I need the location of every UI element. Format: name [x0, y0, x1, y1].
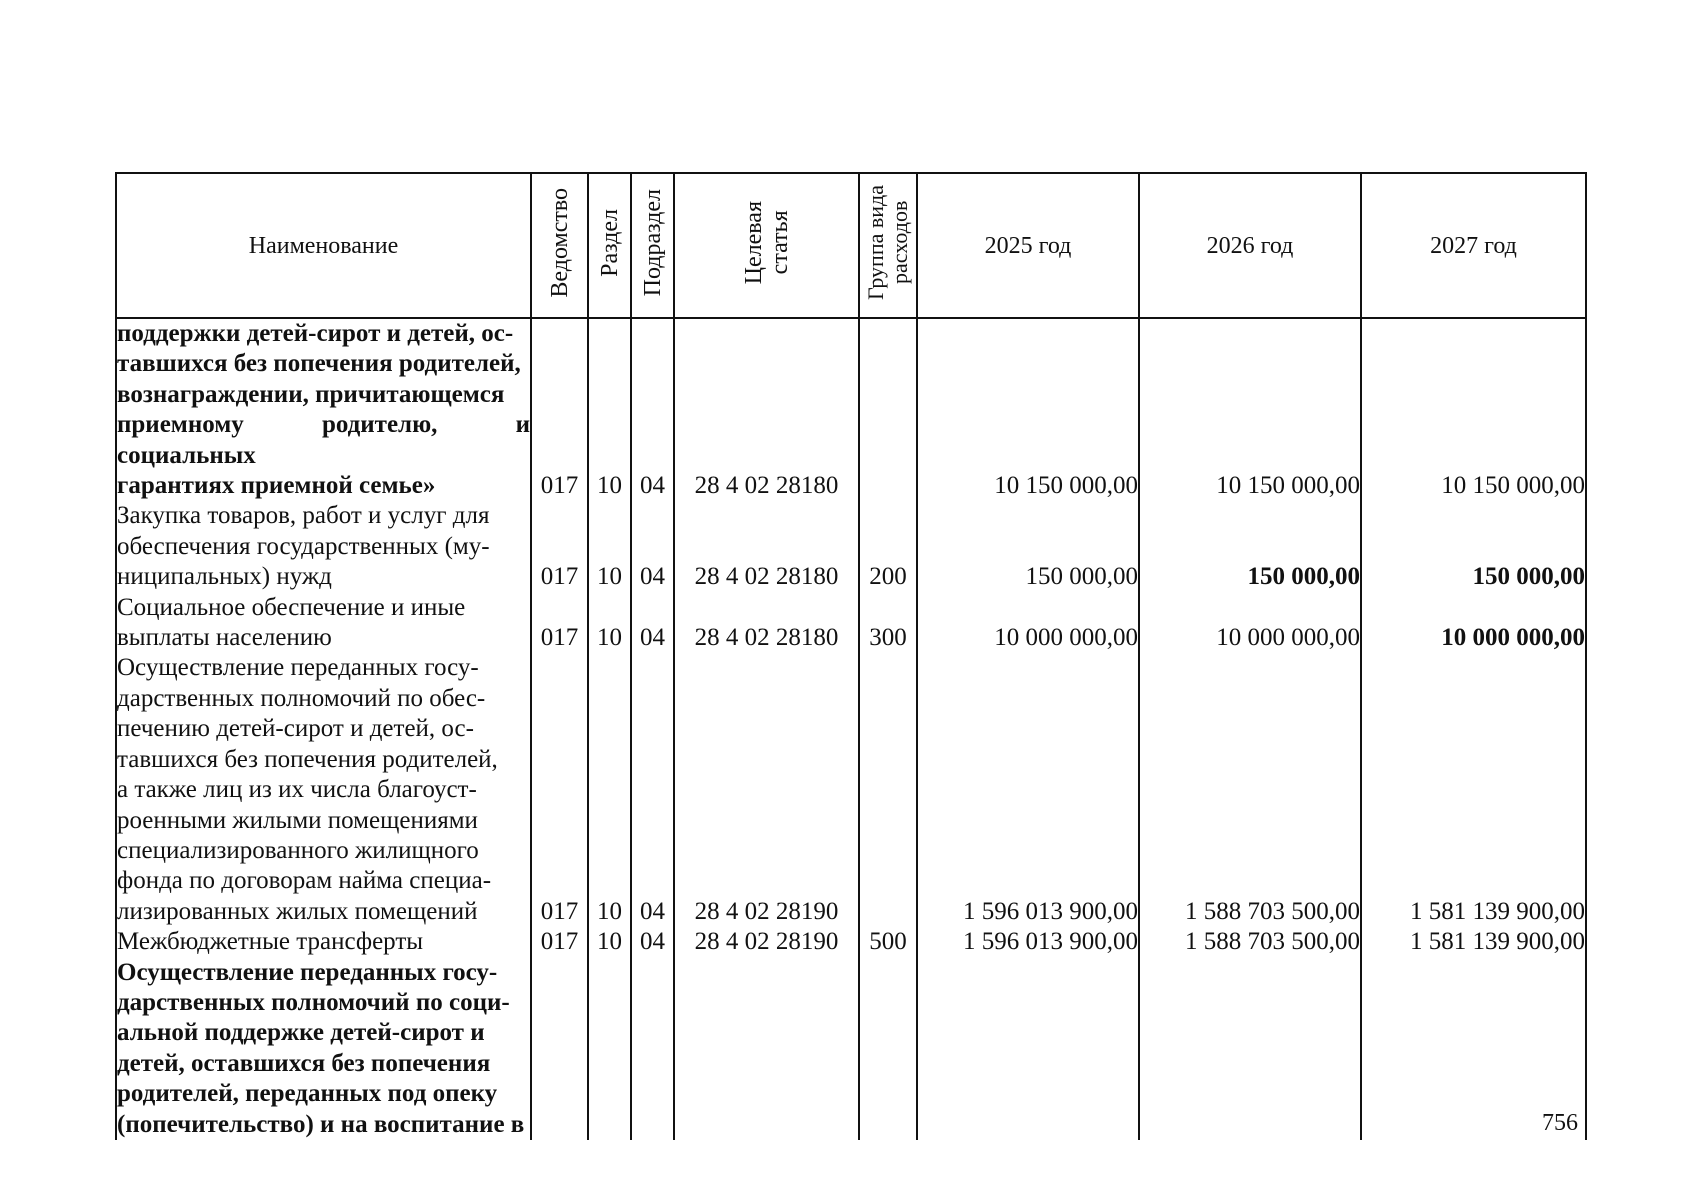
row-2026: 1 588 703 500,00 [1139, 927, 1361, 957]
row-gruppa [859, 318, 917, 501]
row-celevaya-statya: 28 4 02 28180 [674, 501, 859, 592]
row-vedomstvo [531, 958, 588, 1140]
row-name: Осуществление переданных госу- дарственных полномочий по обес- печению детей-сирот и детей, ос- тавшихся без попечения родителей, а также лиц из их числа благоуст- роенными жилыми помещениями специализированного жилищного фонда по договорам найма специа- лизированных жилых помещений [116, 653, 531, 927]
table-row [116, 958, 1586, 1140]
row-2025: 10 150 000,00 [917, 318, 1139, 501]
table-row [116, 501, 1586, 592]
row-2026: 150 000,00 [1139, 501, 1361, 592]
row-2025 [917, 958, 1139, 1140]
row-name: Осуществление переданных госу- дарственных полномочий по соци- альной поддержке детей-сирот и детей, оставшихся без попечения родителей, переданных под опеку (попечительство) и на воспитание в [116, 958, 531, 1140]
header-vedomstvo: Ведомство [531, 173, 588, 318]
row-podrazdel: 04 [631, 927, 674, 957]
row-gruppa: 500 [859, 927, 917, 957]
header-name: Наименование [116, 173, 531, 318]
row-podrazdel: 04 [631, 653, 674, 927]
row-2026: 10 150 000,00 [1139, 318, 1361, 501]
row-vedomstvo: 017 [531, 501, 588, 592]
row-2026: 10 000 000,00 [1139, 593, 1361, 654]
row-podrazdel: 04 [631, 501, 674, 592]
table-row [116, 653, 1586, 927]
row-name: Социальное обеспечение и иные выплаты населению [116, 593, 531, 654]
row-2026: 1 588 703 500,00 [1139, 653, 1361, 927]
table-row [116, 927, 1586, 957]
row-celevaya-statya: 28 4 02 28180 [674, 318, 859, 501]
row-podrazdel [631, 958, 674, 1140]
row-gruppa: 300 [859, 593, 917, 654]
row-name: Закупка товаров, работ и услуг для обеспечения государственных (му- ниципальных) нужд [116, 501, 531, 592]
row-2027: 150 000,00 [1361, 501, 1586, 592]
row-celevaya-statya: 28 4 02 28180 [674, 593, 859, 654]
row-2025: 10 000 000,00 [917, 593, 1139, 654]
header-celevaya-statya: Целевая статья [674, 173, 859, 318]
table-row [116, 318, 1586, 501]
table-header-row [116, 173, 1586, 318]
row-razdel: 10 [588, 318, 631, 501]
page-number: 756 [1542, 1110, 1578, 1136]
row-razdel: 10 [588, 593, 631, 654]
row-vedomstvo: 017 [531, 653, 588, 927]
header-podrazdel: Подраздел [631, 173, 674, 318]
row-2027: 10 000 000,00 [1361, 593, 1586, 654]
row-2027: 1 581 139 900,00 [1361, 653, 1586, 927]
header-razdel: Раздел [588, 173, 631, 318]
row-celevaya-statya: 28 4 02 28190 [674, 927, 859, 957]
row-vedomstvo: 017 [531, 927, 588, 957]
row-podrazdel: 04 [631, 318, 674, 501]
row-razdel: 10 [588, 927, 631, 957]
row-2027: 10 150 000,00 [1361, 318, 1586, 501]
row-gruppa [859, 653, 917, 927]
row-razdel: 10 [588, 501, 631, 592]
row-2025: 1 596 013 900,00 [917, 927, 1139, 957]
row-razdel [588, 958, 631, 1140]
row-name: поддержки детей-сирот и детей, ос- тавшихся без попечения родителей, вознаграждении, причитающемся приемному родителю, и социальных гарантиях приемной семье» [116, 318, 531, 501]
row-vedomstvo: 017 [531, 593, 588, 654]
row-gruppa: 200 [859, 501, 917, 592]
table-row [116, 593, 1586, 654]
row-name: Межбюджетные трансферты [116, 927, 531, 957]
row-razdel: 10 [588, 653, 631, 927]
budget-table [115, 172, 1587, 1140]
header-gruppa-vida-rashodov: Группа вида расходов [859, 173, 917, 318]
row-2027: 1 581 139 900,00 [1361, 927, 1586, 957]
header-2026: 2026 год [1139, 173, 1361, 318]
row-2025: 150 000,00 [917, 501, 1139, 592]
row-podrazdel: 04 [631, 593, 674, 654]
row-celevaya-statya [674, 958, 859, 1140]
header-2027: 2027 год [1361, 173, 1586, 318]
header-2025: 2025 год [917, 173, 1139, 318]
row-gruppa [859, 958, 917, 1140]
row-vedomstvo: 017 [531, 318, 588, 501]
row-celevaya-statya: 28 4 02 28190 [674, 653, 859, 927]
row-2025: 1 596 013 900,00 [917, 653, 1139, 927]
row-2026 [1139, 958, 1361, 1140]
